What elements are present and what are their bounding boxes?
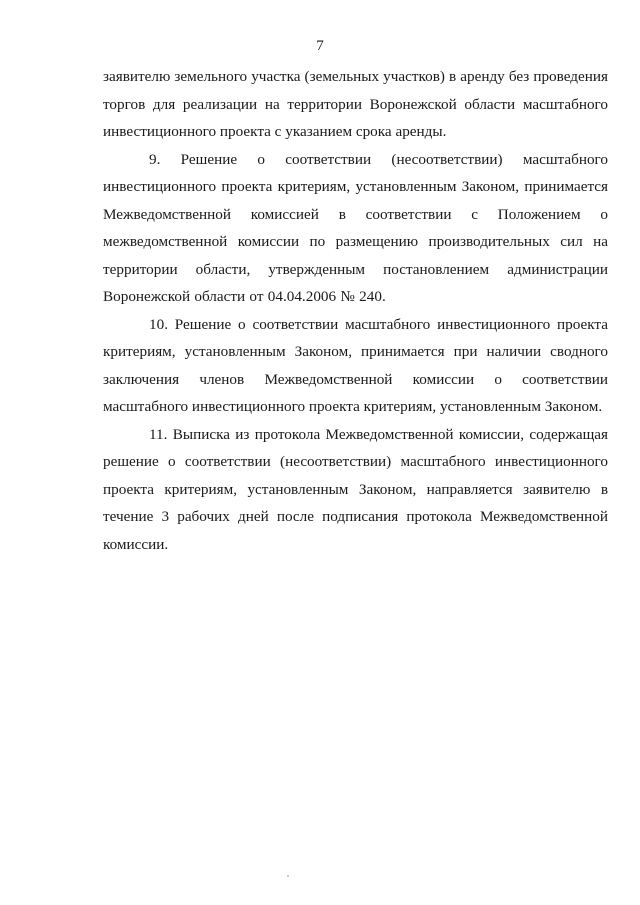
page-number: 7 — [316, 38, 324, 54]
paragraph-11: 11. Выписка из протокола Межведомственной комиссии, содержащая решение о соответствии (несоответствии) масштабного инвестиционного проекта критериям, установленным Законом, направляется заявителю в течение 3 рабочих дней после подписания протокола Межведомственной комиссии. — [103, 425, 608, 553]
paragraph-9: 9. Решение о соответствии (несоответствии) масштабного инвестиционного проекта критериям, установленным Законом, принимается Межведомственной комиссией в соответствии с Положением о межведомственной комиссии по размещению производительных сил на территории области, утвержденным постановлением администрации Воронежской области от 04.04.2006 № 240. — [103, 150, 608, 305]
paragraph-continuation: заявителю земельного участка (земельных участков) в аренду без проведения торгов для реализации на территории Воронежской области масштабного инвестиционного проекта с указанием срока аренды. — [103, 68, 608, 140]
document-body — [103, 63, 608, 558]
scan-speck — [287, 875, 289, 877]
paragraph-10: 10. Решение о соответствии масштабного инвестиционного проекта критериям, установленным Законом, принимается при наличии сводного заключения членов Межведомственной комиссии о соответствии масштабного инвестиционного проекта критериям, установленным Законом. — [103, 315, 608, 415]
